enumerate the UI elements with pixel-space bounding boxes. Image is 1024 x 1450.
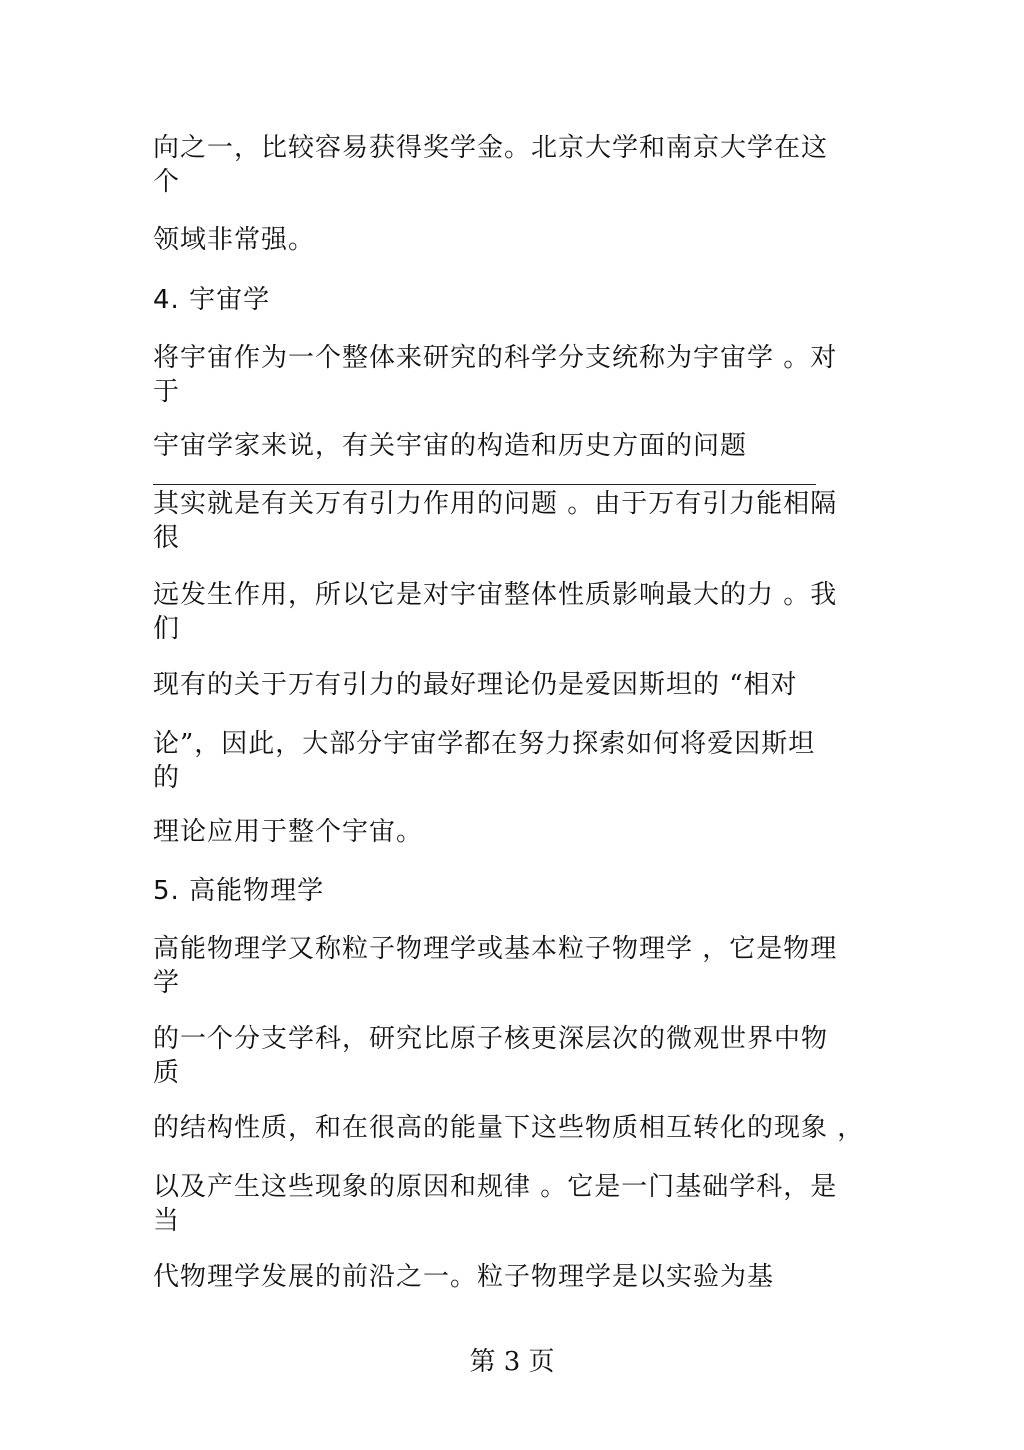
horizontal-rule — [153, 484, 816, 485]
line-text: 代物理学发展的前沿之一。粒子物理学是以实验为基 — [153, 1262, 775, 1292]
line-text: 的一个分支学科，研究比原子核更深层次的微观世界中物 — [153, 1024, 829, 1054]
line-wrap-text: 们 — [153, 614, 181, 644]
line-text: 其实就是有关万有引力作用的问题 。由于万有引力能相隔 — [153, 489, 838, 519]
line-text: 以及产生这些现象的原因和规律 。它是一门基础学科，是 — [153, 1172, 838, 1202]
paragraph-line — [153, 727, 833, 795]
heading-text: 5. 高能物理学 — [153, 876, 325, 906]
paragraph-line — [153, 429, 833, 463]
paragraph-line — [153, 1170, 838, 1238]
section-heading — [153, 283, 833, 317]
line-text: 的结构性质，和在很高的能量下这些物质相互转化的现象 ， — [153, 1113, 865, 1143]
line-text: 高能物理学又称粒子物理学或基本粒子物理学 ，它是物理 — [153, 934, 838, 964]
line-text: 宇宙学家来说，有关宇宙的构造和历史方面的问题 — [153, 431, 748, 461]
line-wrap-text: 于 — [153, 377, 181, 407]
line-wrap-text: 个 — [153, 167, 181, 197]
paragraph-line — [153, 223, 833, 257]
paragraph-line — [153, 131, 833, 199]
paragraph-line — [153, 341, 838, 409]
paragraph-line — [153, 1260, 833, 1294]
line-text: 现有的关于万有引力的最好理论仍是爱因斯坦的 “相对 — [153, 670, 798, 700]
line-wrap-text: 很 — [153, 523, 181, 553]
line-wrap-text: 的 — [153, 763, 181, 793]
line-text: 向之一，比较容易获得奖学金。北京大学和南京大学在这 — [153, 133, 829, 163]
heading-text: 4. 宇宙学 — [153, 285, 271, 315]
line-text: 远发生作用，所以它是对宇宙整体性质影响最大的力 。我 — [153, 580, 838, 610]
line-wrap-text: 质 — [153, 1058, 181, 1088]
paragraph-line — [153, 932, 838, 1000]
paragraph-line — [153, 487, 838, 555]
line-text: 论”，因此，大部分宇宙学都在努力探索如何将爱因斯坦 — [153, 729, 816, 759]
paragraph-line — [153, 1022, 833, 1090]
section-heading — [153, 874, 833, 908]
paragraph-line — [153, 668, 833, 702]
paragraph-line — [153, 815, 833, 849]
paragraph-line — [153, 1111, 865, 1145]
line-text: 理论应用于整个宇宙。 — [153, 817, 424, 847]
paragraph-line — [153, 578, 838, 646]
line-text: 领域非常强。 — [153, 225, 316, 255]
line-text: 将宇宙作为一个整体来研究的科学分支统称为宇宙学 。对 — [153, 343, 838, 373]
page-number: 第 3 页 — [469, 1347, 555, 1377]
line-wrap-text: 学 — [153, 968, 181, 998]
line-wrap-text: 当 — [153, 1206, 181, 1236]
